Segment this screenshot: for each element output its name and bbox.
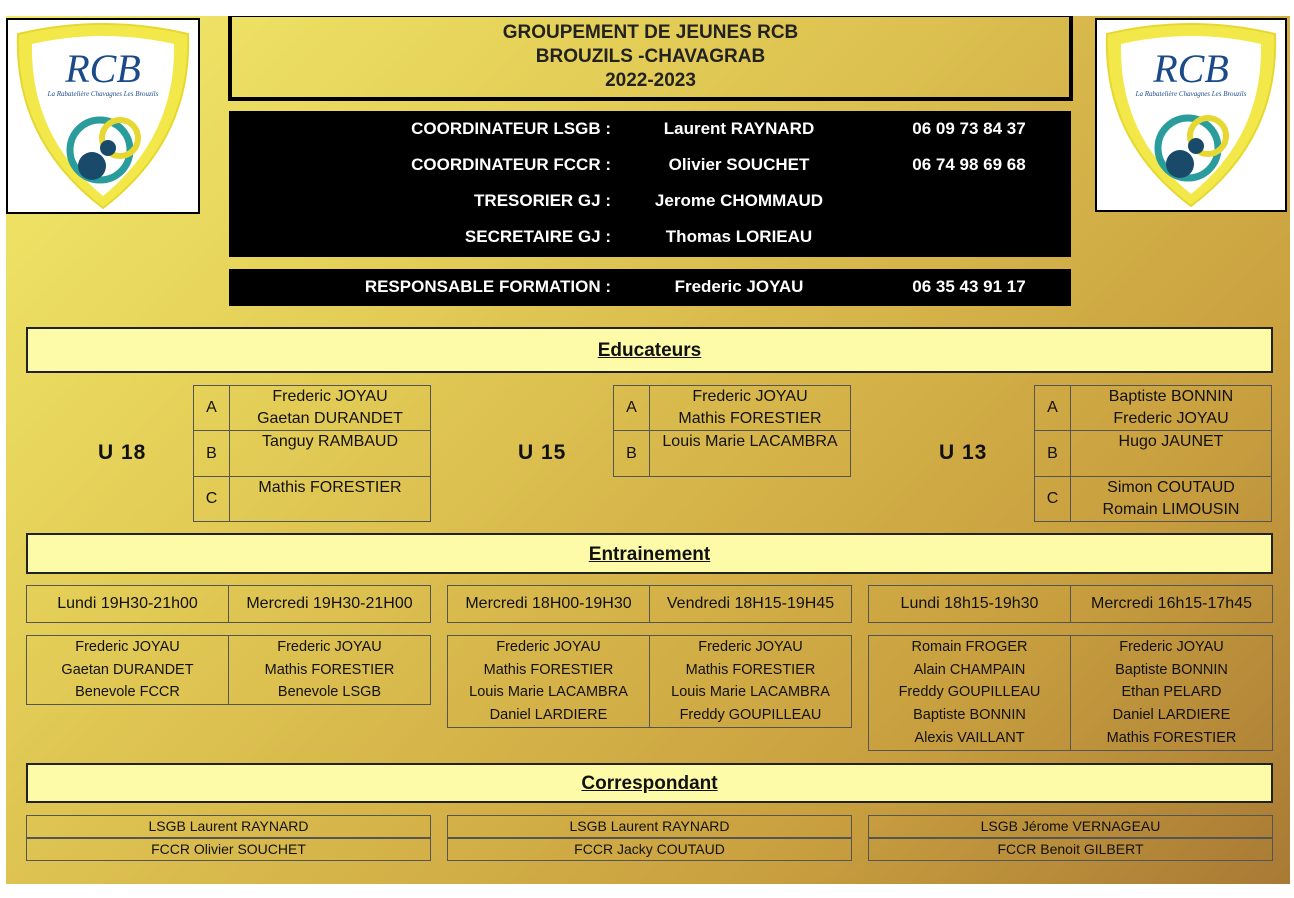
staff-role: TRESORIER GJ : bbox=[474, 191, 611, 210]
staff-name: Laurent RAYNARD bbox=[663, 119, 815, 138]
logo-tagline: La Rabatelière Chavagnes Les Brouzils bbox=[47, 90, 159, 98]
age-group-label: U 13 bbox=[939, 441, 988, 464]
header-subtitle: BROUZILS -CHAVAGRAB bbox=[535, 46, 766, 67]
poster bbox=[6, 16, 1290, 884]
correspondant-entry: FCCR Benoit GILBERT bbox=[868, 838, 1273, 861]
header-title-box bbox=[228, 16, 1073, 101]
team-coaches: Tanguy RAMBAUD bbox=[229, 430, 431, 477]
training-time: Lundi 19H30-21h00 bbox=[26, 585, 229, 623]
training-coaches: Frederic JOYAU Mathis FORESTIER Louis Marie LACAMBRA Freddy GOUPILLEAU bbox=[649, 635, 852, 728]
team-letter: C bbox=[1034, 476, 1071, 522]
logo-text: RCB bbox=[65, 46, 141, 91]
staff-name: Jerome CHOMMAUD bbox=[654, 191, 824, 210]
staff-phone: 06 74 98 69 68 bbox=[912, 155, 1026, 174]
team-letter: B bbox=[613, 430, 650, 477]
training-time: Lundi 18h15-19h30 bbox=[868, 585, 1071, 623]
staff-box bbox=[229, 111, 1071, 257]
rcb-crest-icon bbox=[1097, 20, 1285, 210]
logo-left bbox=[6, 18, 200, 214]
team-coaches: Frederic JOYAU Mathis FORESTIER bbox=[649, 385, 851, 431]
team-letter: A bbox=[193, 385, 230, 431]
section-educateurs bbox=[26, 327, 1273, 373]
team-coaches: Hugo JAUNET bbox=[1070, 430, 1272, 477]
formation-row bbox=[229, 269, 1071, 305]
staff-role: COORDINATEUR FCCR : bbox=[411, 155, 611, 174]
team-letter: B bbox=[193, 430, 230, 477]
staff-phone: 06 09 73 84 37 bbox=[912, 119, 1026, 138]
section-title: Entrainement bbox=[588, 544, 711, 565]
logo-right bbox=[1095, 18, 1287, 212]
training-coaches: Frederic JOYAU Baptiste BONNIN Ethan PELARD Daniel LARDIERE Mathis FORESTIER bbox=[1070, 635, 1273, 751]
staff-role: COORDINATEUR LSGB : bbox=[411, 119, 611, 138]
staff-row bbox=[229, 183, 1071, 219]
team-letter: B bbox=[1034, 430, 1071, 477]
training-coaches: Romain FROGER Alain CHAMPAIN Freddy GOUPILLEAU Baptiste BONNIN Alexis VAILLANT bbox=[868, 635, 1071, 751]
age-group-label: U 15 bbox=[518, 441, 567, 464]
formation-phone: 06 35 43 91 17 bbox=[912, 277, 1026, 296]
age-group-label: U 18 bbox=[98, 441, 147, 464]
rcb-crest-icon bbox=[8, 20, 198, 212]
team-coaches: Mathis FORESTIER bbox=[229, 476, 431, 522]
training-coaches: Frederic JOYAU Mathis FORESTIER Benevole LSGB bbox=[228, 635, 431, 705]
formation-name: Frederic JOYAU bbox=[674, 277, 804, 296]
team-coaches: Simon COUTAUD Romain LIMOUSIN bbox=[1070, 476, 1272, 522]
training-coaches: Frederic JOYAU Mathis FORESTIER Louis Marie LACAMBRA Daniel LARDIERE bbox=[447, 635, 650, 728]
section-correspondant bbox=[26, 763, 1273, 803]
staff-name: Olivier SOUCHET bbox=[668, 155, 810, 174]
correspondant-entry: FCCR Olivier SOUCHET bbox=[26, 838, 431, 861]
header-title: GROUPEMENT DE JEUNES RCB bbox=[502, 22, 799, 43]
logo-text: RCB bbox=[1153, 46, 1229, 91]
staff-row bbox=[229, 111, 1071, 147]
training-coaches: Frederic JOYAU Gaetan DURANDET Benevole FCCR bbox=[26, 635, 229, 705]
training-time: Mercredi 19H30-21H00 bbox=[228, 585, 431, 623]
training-time: Vendredi 18H15-19H45 bbox=[649, 585, 852, 623]
staff-row bbox=[229, 219, 1071, 255]
formation-role: RESPONSABLE FORMATION : bbox=[364, 277, 611, 296]
staff-row bbox=[229, 147, 1071, 183]
section-entrainement bbox=[26, 533, 1273, 574]
correspondant-entry: LSGB Laurent RAYNARD bbox=[26, 815, 431, 838]
section-title: Educateurs bbox=[597, 340, 702, 361]
training-time: Mercredi 16h15-17h45 bbox=[1070, 585, 1273, 623]
team-letter: A bbox=[1034, 385, 1071, 431]
team-coaches: Baptiste BONNIN Frederic JOYAU bbox=[1070, 385, 1272, 431]
correspondant-entry: LSGB Laurent RAYNARD bbox=[447, 815, 852, 838]
staff-role: SECRETAIRE GJ : bbox=[464, 227, 611, 246]
logo-tagline: La Rabatelière Chavagnes Les Brouzils bbox=[1135, 90, 1247, 98]
training-time: Mercredi 18H00-19H30 bbox=[447, 585, 650, 623]
correspondant-entry: LSGB Jérome VERNAGEAU bbox=[868, 815, 1273, 838]
staff-name: Thomas LORIEAU bbox=[665, 227, 813, 246]
team-letter: C bbox=[193, 476, 230, 522]
formation-box bbox=[229, 269, 1071, 306]
header-season: 2022-2023 bbox=[605, 70, 696, 91]
section-title: Correspondant bbox=[581, 773, 718, 794]
team-letter: A bbox=[613, 385, 650, 431]
correspondant-entry: FCCR Jacky COUTAUD bbox=[447, 838, 852, 861]
team-coaches: Louis Marie LACAMBRA bbox=[649, 430, 851, 477]
team-coaches: Frederic JOYAU Gaetan DURANDET bbox=[229, 385, 431, 431]
